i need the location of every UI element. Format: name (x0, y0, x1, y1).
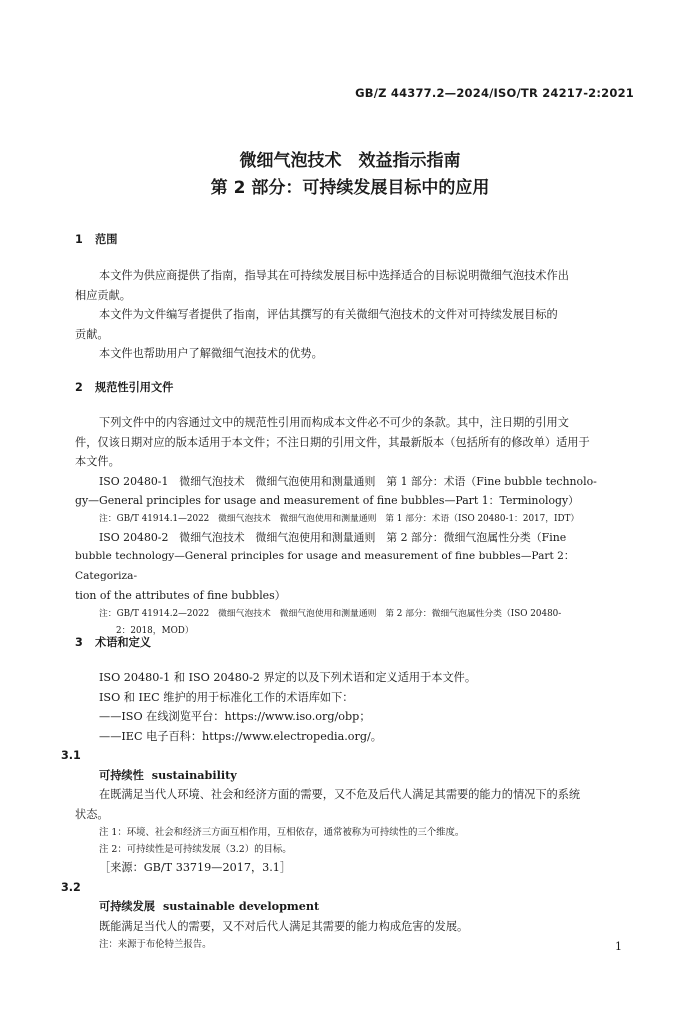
page-number: 1 (615, 940, 622, 953)
paragraph: ISO 和 IEC 维护的用于标准化工作的术语库如下： (99, 690, 354, 704)
paragraph-continuation: 贡献。 (75, 327, 109, 341)
section-1-body (75, 266, 635, 364)
reference-item-continuation: gy—General principles for usage and measurement of fine bubbles—Part 1：Terminology） (75, 494, 580, 507)
term-note: 注：来源于布伦特兰报告。 (99, 939, 212, 950)
reference-item: ISO 20480-1 微细气泡技术 微细气泡使用和测量通则 第 1 部分：术语（Fine bubble technolo- (99, 474, 597, 488)
paragraph-continuation: 件，仅该日期对应的版本适用于本文件；不注日期的引用文件，其最新版本（包括所有的修改单）适用于 (75, 435, 590, 449)
list-item: ——ISO 在线浏览平台：https://www.iso.org/obp； (99, 710, 371, 723)
section-3-body (61, 668, 635, 953)
term-chinese: 可持续性 (99, 768, 144, 782)
section-2-heading: 2 规范性引用文件 (75, 381, 174, 394)
paragraph-continuation: 相应贡献。 (75, 288, 131, 302)
paragraph: 本文件为文件编写者提供了指南，评估其撰写的有关微细气泡技术的文件对可持续发展目标的 (99, 308, 558, 321)
term-chinese: 可持续发展 (99, 900, 155, 913)
section-2-body (75, 413, 635, 640)
term-english: sustainable development (162, 899, 320, 913)
section-1 (75, 230, 635, 250)
reference-note: 注：GB/T 41914.2—2022 微细气泡技术 微细气泡使用和测量通则 第 2 部分：微细气泡属性分类（ISO 20480- (99, 608, 562, 619)
reference-note-continuation: 2：2018，MOD） (116, 625, 194, 636)
section-3 (75, 633, 635, 653)
paragraph-continuation: 本文件。 (75, 455, 120, 468)
term-definition: 既能满足当代人的需要，又不对后代人满足其需要的能力构成危害的发展。 (99, 919, 469, 933)
paragraph: 下列文件中的内容通过文中的规范性引用而构成本文件必不可少的条款。其中，注日期的引用文 (99, 416, 569, 429)
term-note: 注 1：环境、社会和经济三方面互相作用，互相依存，通常被称为可持续性的三个维度。 (99, 827, 465, 838)
term-definition: 在既满足当代人环境、社会和经济方面的需要，又不危及后代人满足其需要的能力的情况下的系统 (99, 788, 581, 801)
term-entry (75, 766, 635, 786)
paragraph: 本文件也帮助用户了解微细气泡技术的优势。 (99, 347, 323, 360)
paragraph: 本文件为供应商提供了指南，指导其在可持续发展目标中选择适合的目标说明微细气泡技术作出 (99, 269, 569, 282)
term-note: 注 2：可持续性是可持续发展（3.2）的目标。 (99, 844, 292, 855)
section-1-heading: 1 范围 (75, 233, 118, 246)
reference-item-continuation: bubble technology—General principles for usage and measurement of fine bubbles—Part 2：Categoriza- (75, 550, 575, 582)
term-definition-continuation: 状态。 (75, 807, 109, 821)
reference-note: 注：GB/T 41914.1—2022 微细气泡技术 微细气泡使用和测量通则 第 1 部分：术语（ISO 20480-1：2017，IDT） (99, 513, 580, 524)
term-number: 3.1 (61, 749, 81, 762)
term-entry (75, 897, 635, 917)
reference-item: ISO 20480-2 微细气泡技术 微细气泡使用和测量通则 第 2 部分：微细气泡属性分类（Fine (99, 530, 567, 544)
list-item: ——IEC 电子百科：https://www.electropedia.org/。 (99, 729, 382, 743)
section-3-heading: 3 术语和定义 (75, 636, 151, 649)
paragraph: ISO 20480-1 和 ISO 20480-2 界定的以及下列术语和定义适用于本文件。 (99, 671, 477, 684)
document-title-line1: 微细气泡技术 效益指示指南 (239, 151, 461, 171)
document-title-line2: 第 2 部分：可持续发展目标中的应用 (210, 178, 490, 198)
term-number: 3.2 (61, 880, 81, 894)
term-source: ［来源：GB/T 33719—2017，3.1］ (99, 861, 292, 874)
term-english: sustainability (151, 767, 237, 782)
reference-item-continuation: tion of the attributes of fine bubbles） (75, 589, 286, 602)
section-2 (75, 378, 635, 398)
standard-number: GB/Z 44377.2—2024/ISO/TR 24217-2:2021 (355, 86, 634, 100)
